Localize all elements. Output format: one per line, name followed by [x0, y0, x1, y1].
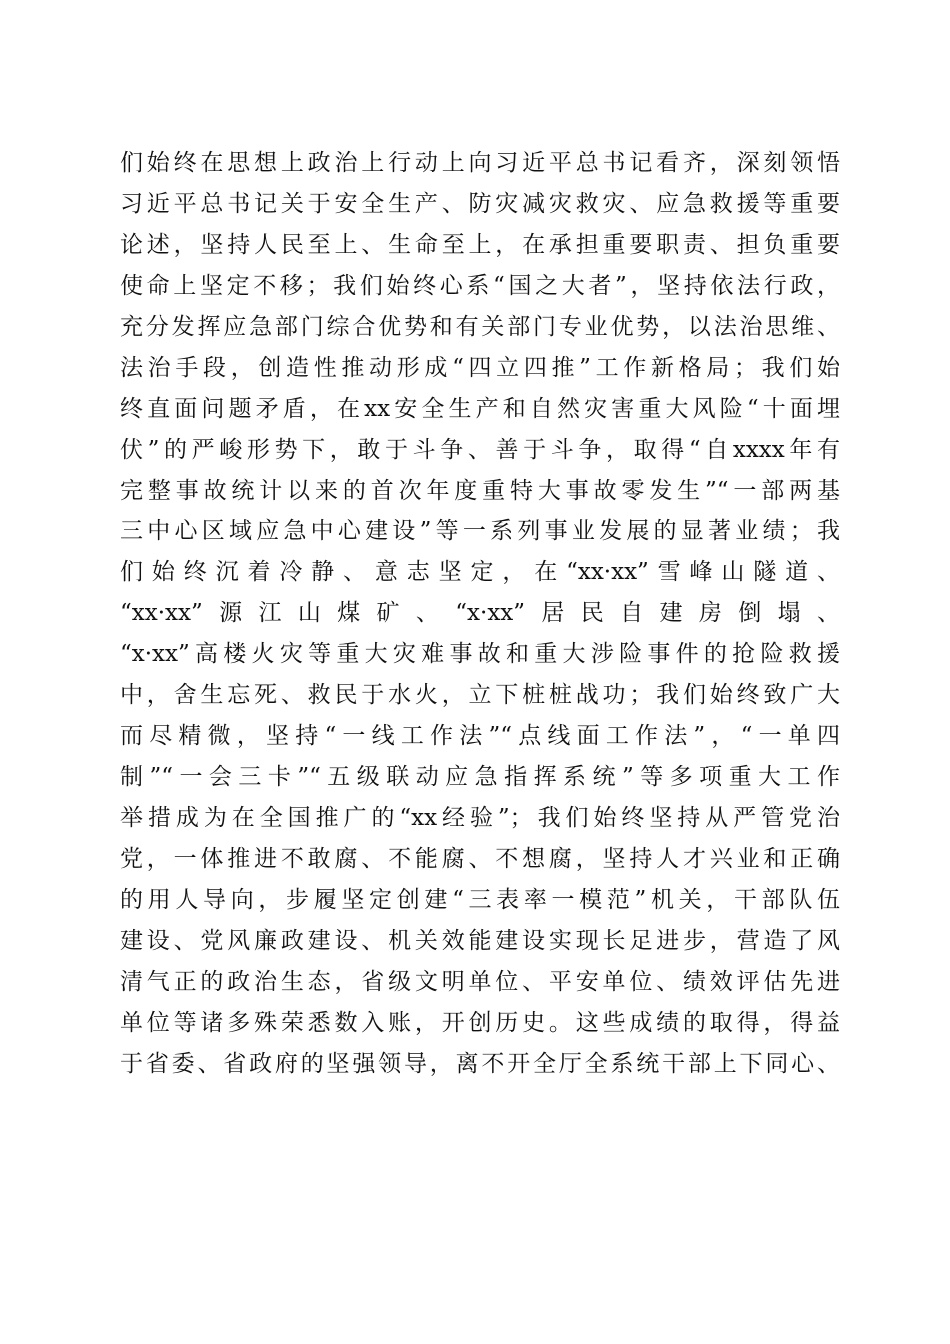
text-line: “x·xx”高楼火灾等重大灾难事故和重大涉险事件的抢险救援 — [120, 641, 840, 668]
text-line: 完整事故统计以来的首次年度重特大事故零发生”“一部两基 — [120, 477, 840, 504]
text-line: 的用人导向，步履坚定创建“三表率一模范”机关，干部队伍 — [120, 886, 840, 913]
text-line: 论述，坚持人民至上、生命至上，在承担重要职责、担负重要 — [120, 231, 840, 258]
text-line: 三中心区域应急中心建设”等一系列事业发展的显著业绩；我 — [120, 518, 840, 545]
text-line: 使命上坚定不移；我们始终心系“国之大者”，坚持依法行政， — [120, 272, 840, 299]
text-line: 建设、党风廉政建设、机关效能建设实现长足进步，营造了风 — [120, 927, 840, 954]
body-paragraph — [120, 143, 840, 1085]
text-line: 伏”的严峻形势下，敢于斗争、善于斗争，取得“自xxxx年有 — [120, 436, 840, 463]
text-line: 举措成为在全国推广的“xx经验”；我们始终坚持从严管党治 — [120, 805, 840, 831]
text-line: 而尽精微，坚持“一线工作法”“点线面工作法”，“一单四 — [120, 723, 840, 750]
text-line: 们始终沉着冷静、意志坚定，在“xx·xx”雪峰山隧道、 — [120, 559, 840, 586]
text-line: 习近平总书记关于安全生产、防灾减灾救灾、应急救援等重要 — [120, 190, 840, 217]
text-line: 终直面问题矛盾，在xx安全生产和自然灾害重大风险“十面埋 — [120, 395, 840, 422]
text-line: 中，舍生忘死、救民于水火，立下桩桩战功；我们始终致广大 — [120, 682, 840, 709]
text-line: 们始终在思想上政治上行动上向习近平总书记看齐，深刻领悟 — [120, 150, 840, 176]
text-line: 于省委、省政府的坚强领导，离不开全厅全系统干部上下同心、 — [120, 1050, 840, 1077]
text-line: “xx·xx”源江山煤矿、“x·xx”居民自建房倒塌、 — [120, 600, 840, 627]
text-line: 单位等诸多殊荣悉数入账，开创历史。这些成绩的取得，得益 — [120, 1009, 840, 1036]
text-line: 党，一体推进不敢腐、不能腐、不想腐，坚持人才兴业和正确 — [120, 845, 840, 872]
text-line: 清气正的政治生态，省级文明单位、平安单位、绩效评估先进 — [120, 968, 840, 995]
text-line: 法治手段，创造性推动形成“四立四推”工作新格局；我们始 — [120, 354, 840, 381]
text-line: 充分发挥应急部门综合优势和有关部门专业优势，以法治思维、 — [120, 313, 840, 340]
text-line: 制”“一会三卡”“五级联动应急指挥系统”等多项重大工作 — [120, 764, 840, 791]
